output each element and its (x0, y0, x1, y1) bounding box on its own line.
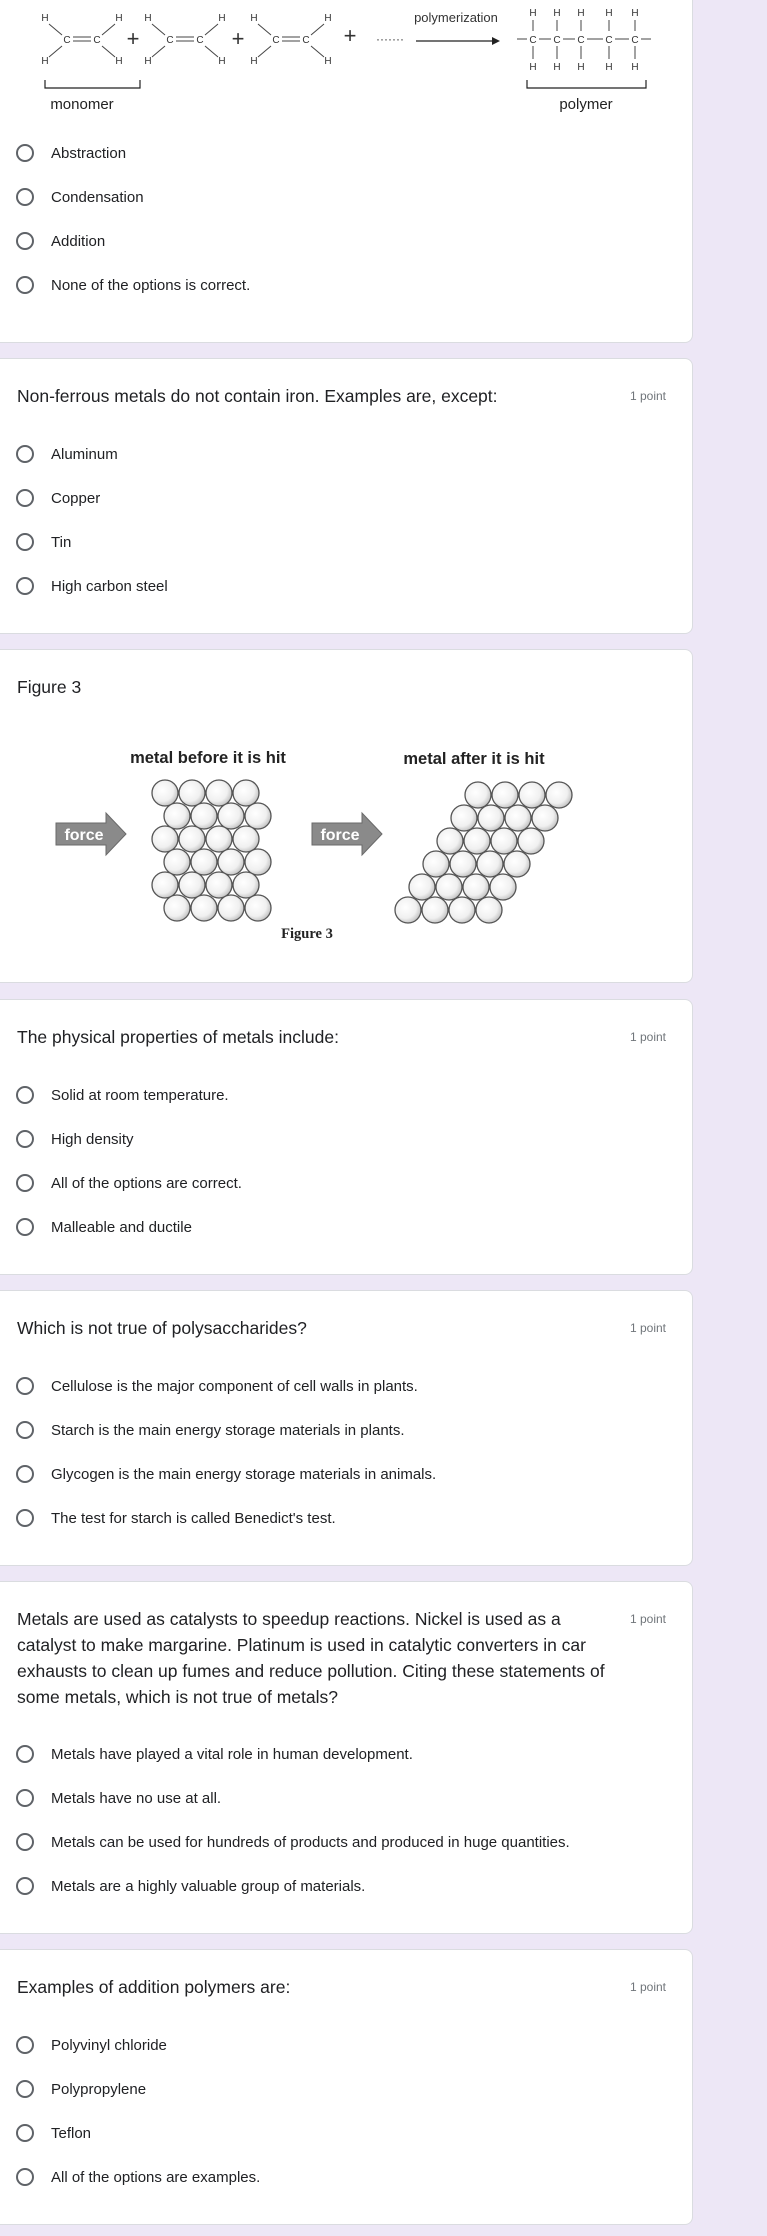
atom-h: H (144, 13, 152, 24)
atom-circle (546, 782, 572, 808)
question-title: The physical properties of metals include: (17, 1027, 339, 1047)
option-solid-room-temp[interactable] (16, 1083, 229, 1107)
question-title: Non-ferrous metals do not contain iron. Examples are, except: (17, 386, 498, 406)
atom-h: H (144, 56, 152, 67)
option-label: Metals have played a vital role in human development. (51, 1745, 413, 1763)
atom-circle (491, 828, 517, 854)
points-label: 1 point (629, 389, 666, 403)
option-label: Addition (51, 232, 106, 250)
atom-circle (436, 874, 462, 900)
force-label: force (320, 827, 360, 844)
figure-caption: Figure 3 (281, 926, 333, 942)
atom-h: H (529, 62, 537, 73)
radio-icon[interactable] (16, 1833, 34, 1851)
atom-h: H (577, 8, 585, 19)
option-polyvinyl-chloride[interactable] (16, 2033, 167, 2057)
atom-circle (451, 805, 477, 831)
figure-card (0, 649, 693, 983)
radio-icon[interactable] (16, 1130, 34, 1148)
radio-icon[interactable] (16, 188, 34, 206)
points-label: 1 point (629, 1612, 666, 1626)
option-none-correct[interactable] (16, 273, 250, 297)
option-highly-valuable[interactable] (16, 1874, 365, 1898)
question-card-polysaccharides (0, 1290, 693, 1566)
option-vital-role[interactable] (16, 1742, 413, 1766)
atom-h: H (250, 56, 258, 67)
atom-circle (191, 803, 217, 829)
radio-icon[interactable] (16, 2168, 34, 2186)
option-label: Aluminum (51, 445, 118, 463)
radio-icon[interactable] (16, 232, 34, 250)
atom-circle (409, 874, 435, 900)
atom-h: H (218, 56, 226, 67)
atom-circle (179, 826, 205, 852)
atom-h: H (218, 13, 226, 24)
option-label: Abstraction (51, 144, 127, 162)
question-card-physical-properties (0, 999, 693, 1275)
option-all-examples[interactable] (16, 2165, 260, 2189)
option-label: Malleable and ductile (51, 1218, 192, 1236)
atom-c: C (605, 35, 613, 46)
option-label: Metals are a highly valuable group of materials. (51, 1877, 366, 1895)
polymerization-diagram (0, 0, 693, 131)
atom-circle (492, 782, 518, 808)
option-all-correct[interactable] (16, 1171, 242, 1195)
figure-3-image (0, 650, 693, 984)
radio-icon[interactable] (16, 144, 34, 162)
atom-circle (206, 826, 232, 852)
option-label: The test for starch is called Benedict's test. (51, 1509, 336, 1527)
radio-icon[interactable] (16, 1789, 34, 1807)
atom-circle (179, 780, 205, 806)
radio-icon[interactable] (16, 533, 34, 551)
atom-h: H (41, 56, 49, 67)
atom-circle (505, 805, 531, 831)
atom-circle (191, 849, 217, 875)
option-label: Cellulose is the major component of cell walls in plants. (51, 1377, 418, 1395)
atom-circle (532, 805, 558, 831)
atom-circle (463, 874, 489, 900)
option-benedicts-test[interactable] (16, 1506, 336, 1530)
atom-circle (152, 872, 178, 898)
monomer-label: monomer (50, 96, 114, 113)
monomer-bracket (45, 80, 140, 88)
option-teflon[interactable] (16, 2121, 91, 2145)
atom-circle (476, 897, 502, 923)
radio-icon[interactable] (16, 489, 34, 507)
radio-icon[interactable] (16, 276, 34, 294)
radio-icon[interactable] (16, 2124, 34, 2142)
radio-icon[interactable] (16, 1377, 34, 1395)
atom-circle (422, 897, 448, 923)
atom-h: H (605, 8, 613, 19)
atom-circle (395, 897, 421, 923)
radio-icon[interactable] (16, 1509, 34, 1527)
atom-h: H (631, 62, 639, 73)
atom-c: C (529, 35, 537, 46)
option-tin[interactable] (16, 530, 71, 554)
polymer-bracket (527, 80, 646, 88)
figure-title: Figure 3 (17, 677, 82, 697)
radio-icon[interactable] (16, 1086, 34, 1104)
atom-circle (218, 803, 244, 829)
plus-sign: + (126, 26, 140, 51)
atom-h: H (115, 56, 123, 67)
option-label: Polyvinyl chloride (51, 2036, 167, 2054)
plus-sign: + (231, 26, 245, 51)
option-aluminum[interactable] (16, 442, 118, 466)
atom-c: C (577, 35, 585, 46)
atom-circle (233, 780, 259, 806)
option-label: Polypropylene (51, 2080, 147, 2098)
option-label: Glycogen is the main energy storage materials in animals. (51, 1465, 437, 1483)
atom-circle (164, 895, 190, 921)
option-high-density[interactable] (16, 1127, 134, 1151)
atom-circle (206, 780, 232, 806)
atom-circle (245, 803, 271, 829)
atom-circle (245, 849, 271, 875)
option-label: Copper (51, 489, 101, 507)
radio-icon[interactable] (16, 2080, 34, 2098)
atom-circle (218, 895, 244, 921)
before-label: metal before it is hit (130, 749, 286, 767)
radio-icon[interactable] (16, 577, 34, 595)
atom-circle (218, 849, 244, 875)
atom-circle (464, 828, 490, 854)
atom-h: H (605, 62, 613, 73)
atom-circle (191, 895, 217, 921)
atom-lattice-before (152, 780, 271, 921)
atom-circle (233, 872, 259, 898)
atom-circle (518, 828, 544, 854)
atom-circle (164, 803, 190, 829)
atom-c: C (272, 35, 280, 46)
option-label: None of the options is correct. (51, 276, 251, 294)
atom-circle (179, 872, 205, 898)
arrow-label: polymerization (414, 10, 498, 25)
option-copper[interactable] (16, 486, 100, 510)
atom-circle (519, 782, 545, 808)
question-title: Examples of addition polymers are: (17, 1977, 291, 1997)
atom-h: H (577, 62, 585, 73)
atom-circle (206, 872, 232, 898)
option-label: Starch is the main energy storage materials in plants. (51, 1421, 405, 1439)
question-card-non-ferrous (0, 358, 693, 634)
radio-icon[interactable] (16, 445, 34, 463)
option-malleable-ductile[interactable] (16, 1215, 192, 1239)
option-addition[interactable] (16, 229, 105, 253)
atom-circle (423, 851, 449, 877)
atom-h: H (41, 13, 49, 24)
points-label: 1 point (629, 1321, 666, 1335)
option-label: High carbon steel (51, 577, 168, 595)
question-title: Metals are used as catalysts to speedup reactions. Nickel is used as a catalyst to make margarine. Platinum is used in catalytic converters in car exhausts to clean up fumes and reduce pollution. Citing these statements of some metals, which is not true of metals? (17, 1609, 605, 1707)
atom-c: C (166, 35, 174, 46)
option-polypropylene[interactable] (16, 2077, 146, 2101)
polymer-label: polymer (559, 96, 613, 113)
atom-h: H (553, 62, 561, 73)
radio-icon[interactable] (16, 1877, 34, 1895)
atom-c: C (302, 35, 310, 46)
force-label: force (64, 827, 104, 844)
option-label: Metals have no use at all. (51, 1789, 222, 1807)
option-label: High density (51, 1130, 134, 1148)
option-high-carbon-steel[interactable] (16, 574, 168, 598)
atom-c: C (553, 35, 561, 46)
atom-c: C (93, 35, 101, 46)
atom-c: C (631, 35, 639, 46)
option-label: Condensation (51, 188, 144, 206)
force-arrow-right (312, 813, 382, 855)
option-hundreds-of-products[interactable] (16, 1830, 570, 1854)
option-abstraction[interactable] (16, 141, 126, 165)
points-label: 1 point (629, 1030, 666, 1044)
radio-icon[interactable] (16, 1421, 34, 1439)
option-condensation[interactable] (16, 185, 144, 209)
radio-icon[interactable] (16, 1218, 34, 1236)
atom-h: H (529, 8, 537, 19)
atom-circle (245, 895, 271, 921)
option-glycogen[interactable] (16, 1462, 436, 1486)
radio-icon[interactable] (16, 1465, 34, 1483)
option-label: All of the options are correct. (51, 1174, 242, 1192)
atom-circle (490, 874, 516, 900)
option-label: Tin (51, 533, 72, 551)
atom-circle (449, 897, 475, 923)
arrow-icon (492, 37, 500, 45)
question-title: Which is not true of polysaccharides? (17, 1318, 307, 1338)
continuation-dots: ······· (376, 32, 404, 46)
points-label: 1 point (629, 1980, 666, 1994)
option-label: All of the options are examples. (51, 2168, 261, 2186)
question-card-polymerization (0, 0, 693, 343)
option-cellulose[interactable] (16, 1374, 418, 1398)
atom-circle (152, 826, 178, 852)
force-arrow-left (56, 813, 126, 855)
atom-circle (152, 780, 178, 806)
atom-circle (504, 851, 530, 877)
atom-circle (164, 849, 190, 875)
radio-icon[interactable] (16, 2036, 34, 2054)
atom-c: C (63, 35, 71, 46)
atom-circle (465, 782, 491, 808)
atom-h: H (250, 13, 258, 24)
atom-h: H (631, 8, 639, 19)
question-card-metal-catalysts (0, 1581, 693, 1934)
option-label: Solid at room temperature. (51, 1086, 229, 1104)
option-label: Teflon (51, 2124, 92, 2142)
atom-circle (233, 826, 259, 852)
plus-sign: + (343, 23, 357, 48)
atom-h: H (115, 13, 123, 24)
atom-lattice-after (395, 782, 572, 923)
radio-icon[interactable] (16, 1745, 34, 1763)
atom-h: H (324, 56, 332, 67)
atom-circle (450, 851, 476, 877)
atom-c: C (196, 35, 204, 46)
option-label: Metals can be used for hundreds of products and produced in huge quantities. (51, 1833, 570, 1851)
atom-circle (478, 805, 504, 831)
option-no-use[interactable] (16, 1786, 221, 1810)
atom-circle (477, 851, 503, 877)
atom-circle (437, 828, 463, 854)
atom-h: H (553, 8, 561, 19)
after-label: metal after it is hit (403, 750, 545, 768)
question-card-addition-polymers (0, 1949, 693, 2225)
atom-h: H (324, 13, 332, 24)
radio-icon[interactable] (16, 1174, 34, 1192)
option-starch[interactable] (16, 1418, 405, 1442)
